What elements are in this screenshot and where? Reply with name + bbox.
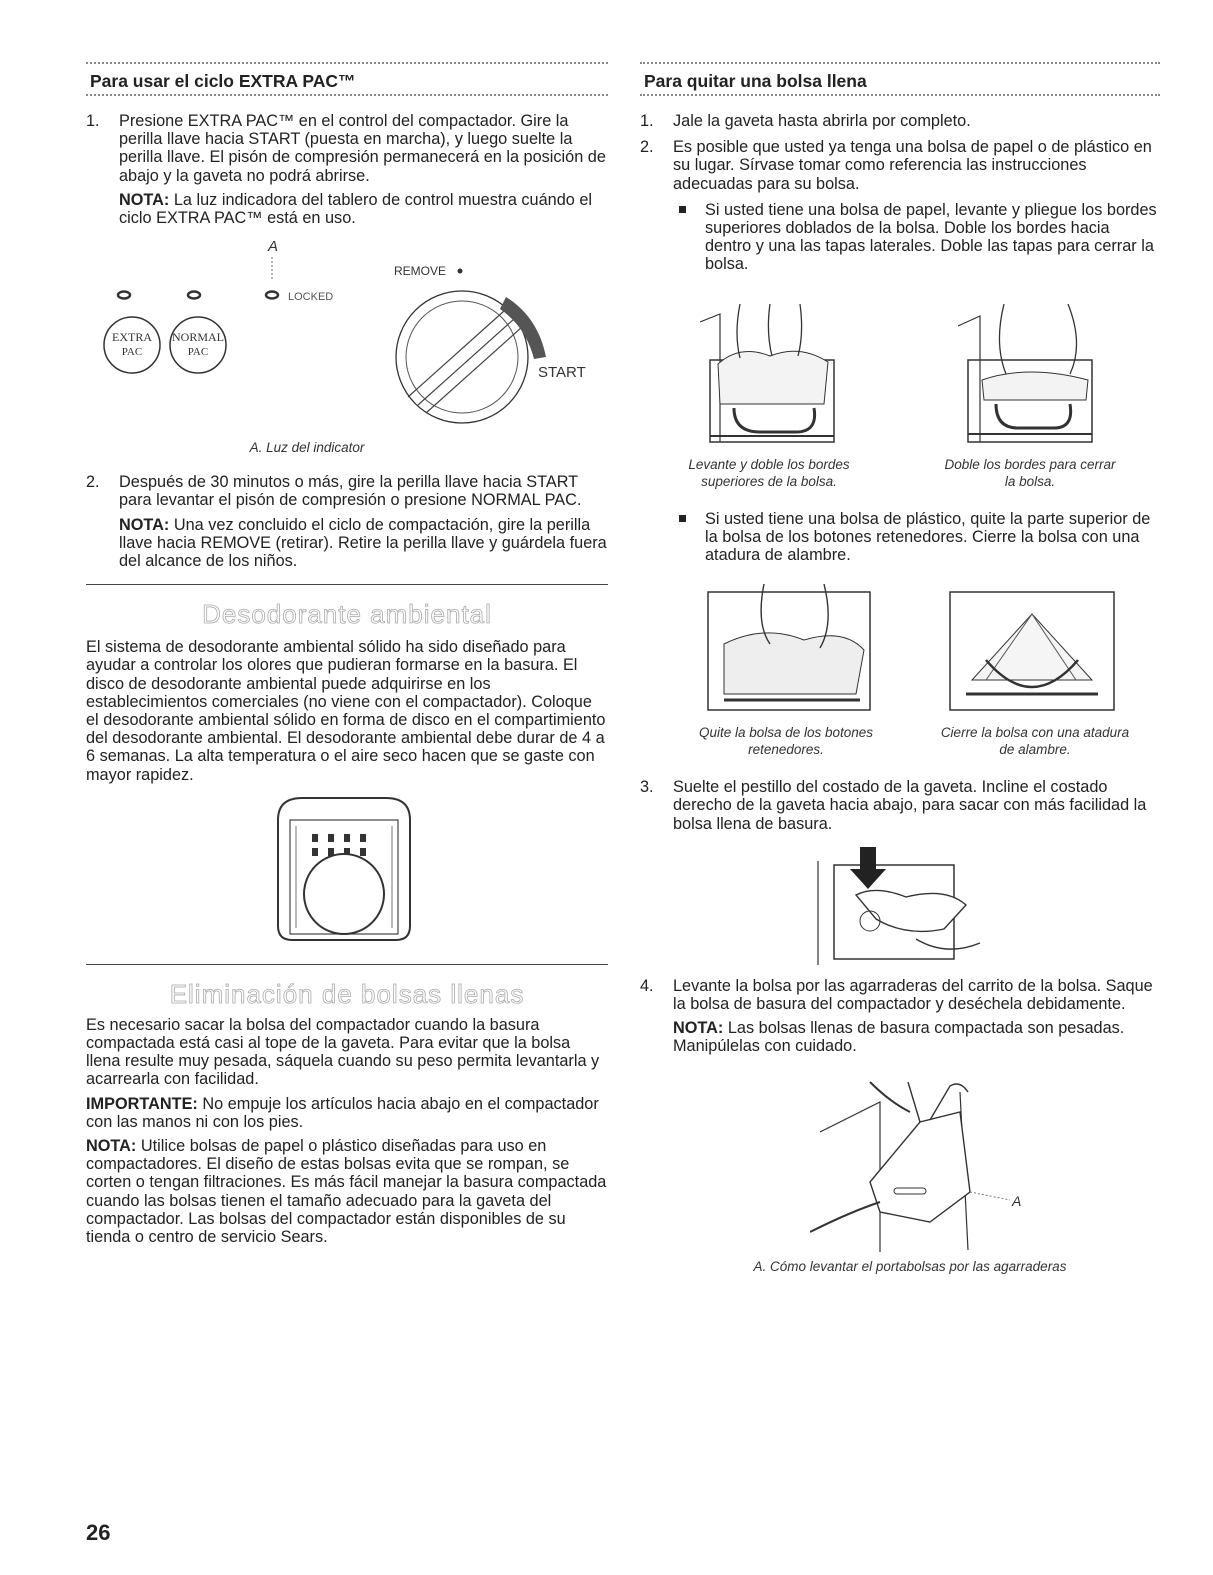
svg-text:NORMAL: NORMAL — [171, 330, 225, 345]
header-rule-bottom — [86, 94, 608, 96]
section-divider — [86, 584, 608, 585]
step-text: Levante la bolsa por las agarraderas del carrito de la bolsa. Saque la bolsa de basura del compactador y deséchela debidamente. — [673, 976, 1153, 1014]
paper-bag-bullet: Si usted tiene una bolsa de papel, levante y pliegue los bordes superiores doblados de la bolsa. Doble los bordes hacia dentro y una las tapas laterales. Doble las tapas para cerrar la bolsa. — [673, 201, 1160, 274]
paper-bag-figures — [640, 282, 1160, 502]
extra-pac-step-2: 2. Después de 30 minutos o más, gire la perilla llave hacia START para levantar el pisón de compresión o presione NORMAL PAC. NOTA: Una vez concluido el ciclo de compactación, gire la perilla llave hacia REMOVE (retirar). Retire la perilla llave y guárdela fuera del alcance de los niños. — [86, 473, 607, 571]
normal-pac-button — [170, 317, 226, 373]
control-panel-figure — [86, 237, 608, 459]
latch-figure — [640, 847, 1160, 965]
remove-bag-step-3: 3. Suelte el pestillo del costado de la gaveta. Incline el costado derecho de la gaveta hacia abajo, para sacar con más facilidad la bolsa llena de basura. — [640, 778, 1160, 833]
bag-note: NOTA: Utilice bolsas de papel o plástico diseñadas para uso en compactadores. El diseño de estas bolsas evita que se rompan, se corten o tengan filtraciones. Es más fácil manejar la basura compactada cuando las bolsas tienen el tamaño adecuado para la gaveta del compactador. Las bolsas del compactador están disponibles de su tienda o centro de servicio Sears. — [86, 1137, 607, 1247]
start-label: START — [538, 364, 586, 382]
locked-label: LOCKED — [288, 291, 334, 304]
plastic-bag-remove-illustration — [704, 584, 874, 714]
left-column — [86, 62, 608, 1246]
plastic-bag-bullet: Si usted tiene una bolsa de plástico, quite la parte superior de la bolsa de los botones retenedores. Cierre la bolsa con una atadura de alambre. — [673, 510, 1160, 565]
deodorizer-figure — [86, 796, 608, 946]
header-rule-bottom — [640, 94, 1160, 96]
paper-bag-fold-illustration — [958, 304, 1098, 444]
step-text: Es posible que usted ya tenga una bolsa de papel o de plástico en su lugar. Sírvase tomar como referencia las instrucciones adecuadas para su bolsa. — [673, 138, 1152, 193]
extra-pac-step-1: 1. Presione EXTRA PAC™ en el control del compactador. Gire la perilla llave hacia START (puesta en marcha), y luego suelte la perilla llave. El pisón de compresión permanecerá en la posición de abajo y la gaveta no podrá abrirse. NOTA: La luz indicadora del tablero de control muestra cuándo el ciclo EXTRA PAC™ está en uso. — [86, 112, 608, 227]
drawer-latch-illustration — [816, 847, 986, 965]
caption-plastic-remove: Quite la bolsa de los botones retenedores. — [698, 725, 874, 758]
page-number: 26 — [86, 1520, 111, 1545]
callout-a: A — [1012, 1192, 1022, 1209]
note: NOTA: Las bolsas llenas de basura compactada son pesadas. Manipúlelas con cuidado. — [673, 1019, 1125, 1056]
remove-label: REMOVE — [394, 264, 447, 279]
note: NOTA: La luz indicadora del tablero de control muestra cuándo el ciclo EXTRA PAC™ está en uso. — [119, 190, 593, 228]
deodorizer-compartment-illustration — [86, 796, 608, 944]
step-text: Jale la gaveta hasta abrirla por completo. — [673, 112, 971, 130]
lift-bag-carrier-illustration — [810, 1072, 1030, 1252]
remove-bag-step-4: 4. Levante la bolsa por las agarraderas del carrito de la bolsa. Saque la bolsa de basura del compactador y deséchela debidamente. NOTA: Las bolsas llenas de basura compactada son pesadas. Manipúlelas con cuidado. — [640, 977, 1160, 1056]
step-text: Presione EXTRA PAC™ en el control del compactador. Gire la perilla llave hacia START (puesta en marcha), y luego suelte la perilla llave. El pisón de compresión permanecerá en la posición de abajo y la gaveta no podrá abrirse. — [119, 112, 606, 185]
control-panel-caption: A. Luz del indicator — [249, 440, 365, 456]
important-note: IMPORTANTE: No empuje los artículos hacia abajo en el compactador con las manos ni con los pies. — [86, 1094, 599, 1131]
right-column — [640, 62, 1160, 1280]
extra-pac-button — [104, 317, 160, 373]
caption-paper-lift: Levante y doble los bordes superiores de la bolsa. — [688, 456, 850, 489]
caption-paper-fold: Doble los bordes para cerrar la bolsa. — [944, 456, 1116, 489]
svg-text:PAC: PAC — [121, 346, 143, 359]
bag-removal-body: Es necesario sacar la bolsa del compactador cuando la basura compactada está casi al tope de la gaveta. Para evitar que la bolsa llena resulte muy pesada, sáquela cuando su peso permita levantarla y acarrearla con facilidad. — [86, 1015, 600, 1089]
remove-bag-step-2: 2. Es posible que usted ya tenga una bolsa de papel o de plástico en su lugar. Sírvase tomar como referencia las instrucciones adecuadas para su bolsa. Si usted tiene una bolsa de papel, levante y pliegue los bordes superiores doblados de la bolsa. Doble los bordes hacia dentro y una las tapas laterales. Doble las tapas para cerrar la bolsa. — [640, 138, 1160, 273]
indicator-light-icon — [118, 292, 130, 299]
remove-bag-title: Para quitar una bolsa llena — [644, 71, 867, 91]
indicator-light-icon — [188, 292, 200, 299]
control-panel-illustration — [86, 237, 608, 437]
svg-text:PAC: PAC — [187, 346, 209, 359]
caption-plastic-tie: Cierre la bolsa con una atadura de alambre. — [940, 725, 1130, 758]
note: NOTA: Una vez concluido el ciclo de compactación, gire la perilla llave hacia REMOVE (retirar). Retire la perilla llave y guárdela fuera del alcance de los niños. — [119, 515, 607, 571]
deodorizer-title: Desodorante ambiental — [202, 599, 492, 630]
callout-a: A — [268, 238, 279, 256]
svg-text:EXTRA: EXTRA — [112, 330, 152, 345]
plastic-bag-tie-illustration — [946, 584, 1118, 714]
plastic-bag-block — [640, 510, 1160, 565]
deodorizer-body: El sistema de desodorante ambiental sólido ha sido diseñado para ayudar a controlar los olores que pudieran formarse en la basura. El disco de desodorante ambiental puede adquirirse en los establecimientos comerciales (no viene con el compactador). Coloque el desodorante ambiental sólido en forma de disco en el compartimiento del desodorante ambiental. El desodorante ambiental debe durar de 4 a 6 semanas. La alta temperatura o el aire seco hacen que se gaste con mayor rapidez. — [86, 638, 606, 784]
step-text: Suelte el pestillo del costado de la gaveta. Incline el costado derecho de la gaveta hacia abajo, para sacar con más facilidad la bolsa llena de basura. — [673, 778, 1147, 833]
lift-bag-figure — [640, 1072, 1160, 1280]
lift-bag-caption: A. Cómo levantar el portabolsas por las agarraderas — [753, 1258, 1067, 1274]
paper-bag-lift-illustration — [700, 304, 840, 444]
indicator-light-icon — [266, 292, 278, 299]
bag-removal-title: Eliminación de bolsas llenas — [169, 978, 525, 1009]
plastic-bag-figures — [640, 572, 1160, 790]
extra-pac-title: Para usar el ciclo EXTRA PAC™ — [90, 71, 356, 91]
header-rule-top — [86, 62, 608, 64]
remove-bag-step-1: 1. Jale la gaveta hasta abrirla por completo. — [640, 112, 1160, 130]
section-divider — [86, 964, 608, 965]
header-rule-top — [640, 62, 1160, 64]
step-text: Después de 30 minutos o más, gire la perilla llave hacia START para levantar el pisón de compresión o presione NORMAL PAC. — [119, 473, 582, 510]
